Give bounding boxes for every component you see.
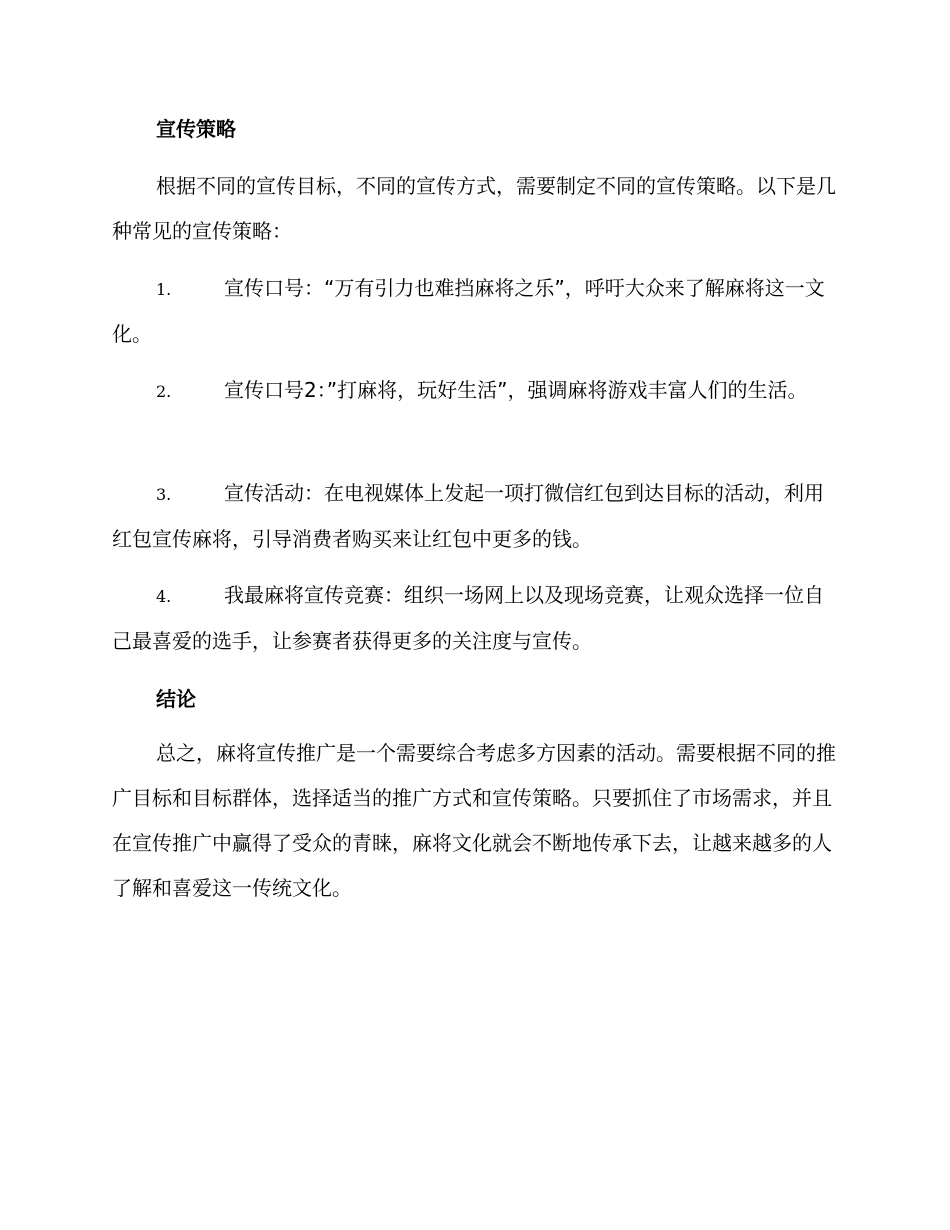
section-heading-strategy: 宣传策略 [156,117,236,141]
list-item [112,471,838,562]
list-item-number: 2. [156,382,172,401]
list-item-number: 1. [156,280,172,299]
list-item-text: 宣传活动：在电视媒体上发起一项打微信红包到达目标的活动，利用红包宣传麻将，引导消费者购买来让红包中更多的钱。 [112,481,824,551]
section-heading-conclusion: 结论 [156,687,196,711]
list-item [112,573,838,664]
list-item-number: 4. [156,587,172,606]
list-item [112,266,838,357]
strategy-intro-paragraph: 根据不同的宣传目标，不同的宣传方式，需要制定不同的宣传策略。以下是几种常见的宣传策略： [112,174,836,243]
list-item-text: 宣传口号2：”打麻将，玩好生活”，强调麻将游戏丰富人们的生活。 [224,378,808,402]
list-item [112,368,838,414]
list-item-text: 宣传口号：“万有引力也难挡麻将之乐”，呼吁大众来了解麻将这一文化。 [112,276,825,346]
list-item-number: 3. [156,485,172,504]
conclusion-paragraph: 总之，麻将宣传推广是一个需要综合考虑多方因素的活动。需要根据不同的推广目标和目标群体，选择适当的推广方式和宣传策略。只要抓住了市场需求，并且在宣传推广中赢得了受众的青睐，麻将文化就会不断地传承下去，让越来越多的人了解和喜爱这一传统文化。 [112,741,836,900]
list-item-text: 我最麻将宣传竞赛：组织一场网上以及现场竞赛，让观众选择一位自己最喜爱的选手，让参赛者获得更多的关注度与宣传。 [112,583,824,653]
